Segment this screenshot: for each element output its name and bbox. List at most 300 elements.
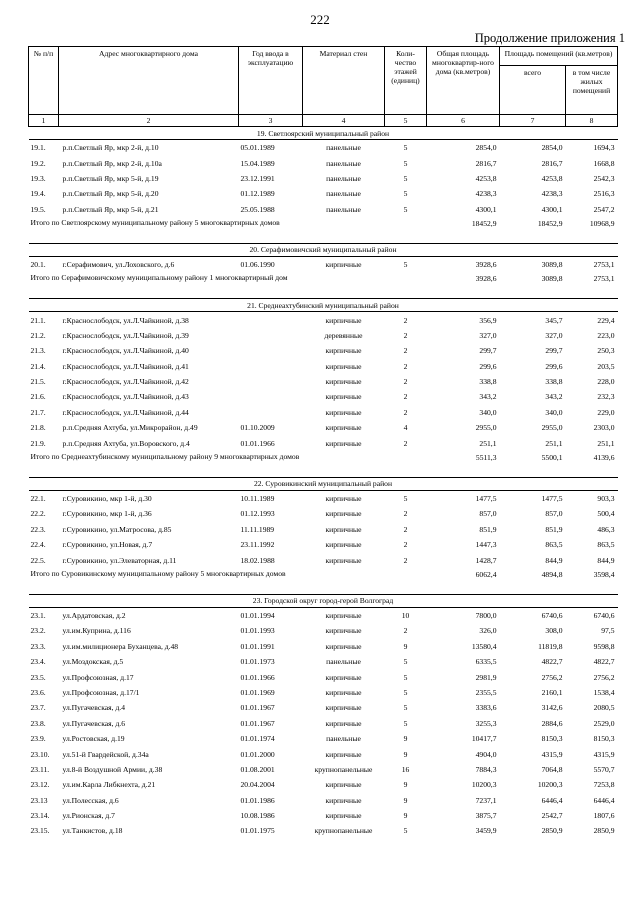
table-cell: ул.Ростовская, д.19: [62, 734, 125, 744]
table-cell: кирпичные: [325, 494, 362, 504]
table-cell: 21.6.: [30, 392, 46, 402]
table-cell: 22.5.: [30, 555, 46, 565]
table-cell: 7237,1: [475, 795, 497, 805]
table-row: [29, 731, 618, 746]
table-cell: кирпичные: [325, 438, 362, 448]
table-cell: [239, 389, 303, 404]
section-header-row: [29, 127, 618, 140]
table-cell: 345,7: [545, 315, 563, 325]
table-cell: кирпичные: [325, 361, 362, 371]
table-cell: 1477,5: [541, 494, 563, 504]
table-cell: кирпичные: [325, 626, 362, 636]
table-cell: 4300,1: [475, 204, 497, 214]
table-cell: 01.12.1993: [240, 509, 275, 519]
table-cell: 299,6: [545, 361, 563, 371]
table-row: [29, 140, 618, 156]
table-cell: 2080,5: [593, 703, 615, 713]
table-row: [29, 669, 618, 684]
table-cell: 2756,2: [541, 672, 563, 682]
table-cell: 2: [403, 524, 408, 534]
table-cell: 23.13: [30, 795, 48, 805]
table-cell: ул.Танкистов, д.18: [62, 826, 123, 836]
table-cell: 299,6: [479, 361, 497, 371]
table-cell: 2884,6: [541, 718, 563, 728]
table-cell: 2816,7: [541, 158, 563, 168]
table-row: [29, 762, 618, 777]
table-cell: 1477,5: [475, 494, 497, 504]
table-cell: кирпичные: [325, 540, 362, 550]
table-cell: 2542,7: [541, 811, 563, 821]
table-cell: 01.01.1966: [240, 438, 275, 448]
table-cell: кирпичные: [325, 315, 362, 325]
table-row: [29, 522, 618, 537]
table-row: [29, 256, 618, 272]
table-cell: 2: [403, 626, 408, 636]
table-row: [29, 435, 618, 450]
table-cell: кирпичные: [325, 555, 362, 565]
table-cell: кирпичные: [325, 346, 362, 356]
table-cell: р.п.Средняя Ахтуба, ул.Воровского, д.4: [62, 438, 190, 448]
table-cell: 2547,2: [593, 204, 615, 214]
table-cell: 19.1.: [30, 143, 46, 153]
table-cell: 23.1.: [30, 611, 46, 620]
table-cell: 2: [403, 555, 408, 565]
appendix-continuation-label: Продолжение приложения 1: [474, 31, 625, 45]
table-cell: 01.01.1993: [240, 626, 275, 636]
total-res-value: 2753,1: [593, 274, 615, 284]
table-cell: [385, 217, 427, 244]
total-res-value: 4139,6: [593, 452, 615, 462]
table-cell: кирпичные: [325, 260, 362, 270]
table-cell: 21.1.: [30, 315, 46, 325]
column-number: 1: [29, 115, 59, 127]
total-all-value: 18452,9: [537, 218, 563, 228]
table-cell: 2: [403, 361, 408, 371]
column-number: 4: [303, 115, 385, 127]
table-cell: панельные: [326, 158, 361, 168]
table-cell: 338,8: [545, 377, 563, 387]
table-cell: кирпичные: [325, 641, 362, 651]
table-cell: ул.Пугачевская, д.6: [62, 718, 126, 728]
table-cell: ул.им.милиционера Буханцева, д.48: [62, 641, 179, 651]
table-cell: 9: [403, 780, 408, 790]
table-cell: 3928,6: [475, 260, 497, 270]
table-cell: панельные: [326, 734, 361, 744]
table-cell: кирпичные: [325, 749, 362, 759]
table-row: [29, 716, 618, 731]
table-cell: [239, 374, 303, 389]
page-number: 222: [310, 12, 330, 27]
table-cell: 01.01.1966: [240, 672, 275, 682]
table-cell: кирпичные: [325, 718, 362, 728]
table-cell: 01.01.1969: [240, 687, 275, 697]
table-cell: 6446,4: [541, 795, 563, 805]
table-cell: 23.10.: [30, 749, 50, 759]
table-cell: р.п.Светлый Яр, мкр 2-й, д.10: [62, 143, 159, 153]
table-cell: 4253,8: [541, 173, 563, 183]
table-cell: 5: [403, 657, 408, 667]
table-cell: 15.04.1989: [240, 158, 275, 168]
table-cell: 8150,3: [593, 734, 615, 744]
table-cell: 3255,3: [475, 718, 497, 728]
table-cell: 4253,8: [475, 173, 497, 183]
table-cell: 01.01.1986: [240, 795, 275, 805]
table-cell: 01.08.2001: [240, 764, 275, 774]
table-row: [29, 623, 618, 638]
table-row: [29, 171, 618, 186]
table-cell: 343,2: [479, 392, 497, 402]
table-cell: 7064,8: [541, 764, 563, 774]
table-cell: кирпичные: [325, 687, 362, 697]
table-cell: кирпичные: [325, 703, 362, 713]
table-cell: 22.4.: [30, 540, 46, 550]
column-number-row: [29, 115, 618, 127]
table-cell: 2816,7: [475, 158, 497, 168]
table-cell: ул.им.Карла Либкнехта, д.21: [62, 780, 156, 790]
table-row: [29, 312, 618, 328]
table-cell: 327,0: [479, 330, 497, 340]
header-material: Материал стен: [303, 47, 385, 115]
table-row: [29, 639, 618, 654]
table-cell: 3089,8: [541, 260, 563, 270]
table-row: [29, 793, 618, 808]
table-cell: г.Суровикино, ул.Новая, д.7: [62, 540, 153, 550]
table-cell: 01.01.1994: [240, 611, 275, 620]
table-cell: 2: [403, 438, 408, 448]
table-cell: 19.4.: [30, 189, 46, 199]
table-row: [29, 420, 618, 435]
table-cell: 22.3.: [30, 524, 46, 534]
table-cell: 7800,0: [475, 611, 497, 620]
table-cell: панельные: [326, 657, 361, 667]
table-cell: 23.6.: [30, 687, 46, 697]
table-cell: 01.12.1989: [240, 189, 275, 199]
total-all-value: 5500,1: [541, 452, 563, 462]
table-cell: 6740,6: [541, 611, 563, 620]
table-cell: 01.01.1975: [240, 826, 275, 836]
table-row: [29, 746, 618, 761]
table-row: [29, 328, 618, 343]
table-cell: кирпичные: [325, 811, 362, 821]
table-cell: 23.3.: [30, 641, 46, 651]
table-cell: 4238,3: [475, 189, 497, 199]
table-cell: р.п.Светлый Яр, мкр 5-й, д.19: [62, 173, 159, 183]
table-cell: 9: [403, 734, 408, 744]
table-cell: 01.01.1974: [240, 734, 275, 744]
table-cell: 2756,2: [593, 672, 615, 682]
column-number: 8: [566, 115, 618, 127]
table-cell: 9598,8: [593, 641, 615, 651]
total-all-value: 4894,8: [541, 569, 563, 579]
table-cell: г.Краснослободск, ул.Л.Чайкиной, д.43: [62, 392, 189, 402]
table-cell: 7253,8: [593, 780, 615, 790]
section-title: 22. Суровикинский муниципальный район: [29, 477, 618, 490]
table-cell: деревянные: [324, 330, 363, 340]
header-year: Год ввода в эксплуатацию: [239, 47, 303, 115]
table-cell: 3383,6: [475, 703, 497, 713]
total-all-value: 3089,8: [541, 274, 563, 284]
table-cell: 10200,3: [537, 780, 563, 790]
header-premises-area: Площадь помещений (кв.метров): [500, 47, 618, 66]
table-cell: 8150,3: [541, 734, 563, 744]
total-total-value: 3928,6: [475, 274, 497, 284]
total-total-value: 18452,9: [471, 218, 497, 228]
table-cell: 343,2: [545, 392, 563, 402]
table-cell: 2981,9: [475, 672, 497, 682]
table-cell: 23.12.: [30, 780, 50, 790]
table-cell: [385, 451, 427, 478]
table-cell: 486,3: [597, 524, 615, 534]
header-total-area: Общая площадь многоквартир-ного дома (кв.метров): [427, 47, 500, 115]
table-cell: р.п.Средняя Ахтуба, ул.Микрорайон, д.49: [62, 423, 198, 433]
table-cell: 251,1: [479, 438, 497, 448]
table-cell: 19.2.: [30, 158, 46, 168]
table-cell: [239, 343, 303, 358]
table-cell: 2850,9: [593, 826, 615, 836]
table-cell: 11819,8: [538, 641, 563, 651]
table-cell: ул.51-й Гвардейской, д.34а: [62, 749, 149, 759]
column-number: 3: [239, 115, 303, 127]
table-cell: г.Суровикино, мкр 1-й, д.30: [62, 494, 152, 504]
table-cell: 21.3.: [30, 346, 46, 356]
table-cell: г.Краснослободск, ул.Л.Чайкиной, д.44: [62, 407, 189, 417]
table-cell: 1668,8: [593, 158, 615, 168]
table-cell: 23.14.: [30, 811, 50, 821]
table-cell: 2753,1: [593, 260, 615, 270]
table-cell: ул.им.Куприна, д.116: [62, 626, 131, 636]
table-cell: кирпичные: [325, 611, 362, 620]
table-cell: ул.Профсоюзная, д.17: [62, 672, 134, 682]
table-cell: 340,0: [545, 407, 563, 417]
table-cell: 229,0: [597, 407, 615, 417]
table-row: [29, 537, 618, 552]
table-cell: 851,9: [479, 524, 497, 534]
table-cell: 2: [403, 377, 408, 387]
table-cell: 01.06.1990: [240, 260, 275, 270]
total-row: [29, 272, 618, 299]
table-cell: 18.02.1988: [240, 555, 275, 565]
total-label: Итого по Светлоярскому муниципальному району 5 многоквартирных домов: [30, 217, 280, 227]
table-cell: 2529,0: [593, 718, 615, 728]
table-cell: 23.15.: [30, 826, 50, 836]
table-cell: 903,3: [597, 494, 615, 504]
table-cell: 2: [403, 392, 408, 402]
table-row: [29, 808, 618, 823]
table-cell: 11.11.1989: [240, 524, 275, 534]
total-row: [29, 217, 618, 244]
table-cell: ул.Пугачевская, д.4: [62, 703, 126, 713]
table-cell: 23.5.: [30, 672, 46, 682]
table-cell: 10.11.1989: [240, 494, 275, 504]
table-cell: р.п.Светлый Яр, мкр 2-й, д.10а: [62, 158, 162, 168]
table-cell: 21.2.: [30, 330, 46, 340]
table-cell: 19.5.: [30, 204, 46, 214]
table-cell: 251,1: [545, 438, 563, 448]
table-cell: г.Краснослободск, ул.Л.Чайкиной, д.40: [62, 346, 189, 356]
table-cell: 857,0: [545, 509, 563, 519]
table-cell: [239, 359, 303, 374]
table-cell: кирпичные: [325, 392, 362, 402]
table-cell: панельные: [326, 204, 361, 214]
table-cell: 01.01.1991: [240, 641, 275, 651]
total-label: Итого по Суровикинскому муниципальному району 5 многоквартирных домов: [30, 568, 286, 578]
table-cell: 6335,5: [475, 657, 497, 667]
table-cell: 4822,7: [541, 657, 563, 667]
table-cell: 1538,4: [593, 687, 615, 697]
table-cell: 9: [403, 811, 408, 821]
section-title: 21. Среднеахтубинский муниципальный район: [29, 299, 618, 312]
table-cell: 2160,1: [541, 687, 563, 697]
table-cell: 10: [401, 611, 410, 620]
table-cell: 308,0: [545, 626, 563, 636]
table-cell: 10417,7: [471, 734, 497, 744]
table-cell: г.Суровикино, ул.Элеваторная, д.11: [62, 555, 177, 565]
total-row: [29, 451, 618, 478]
table-row: [29, 506, 618, 521]
table-cell: 299,7: [479, 346, 497, 356]
table-cell: 4300,1: [541, 204, 563, 214]
table-cell: 229,4: [597, 315, 615, 325]
table-cell: 21.5.: [30, 377, 46, 387]
table-cell: 9: [403, 749, 408, 759]
table-cell: 21.7.: [30, 407, 46, 417]
section-header-row: [29, 594, 618, 607]
table-cell: 251,1: [597, 438, 615, 448]
table-cell: г.Краснослободск, ул.Л.Чайкиной, д.42: [62, 377, 189, 387]
table-cell: 299,7: [545, 346, 563, 356]
total-total-value: 6062,4: [475, 569, 497, 579]
table-cell: 5: [403, 204, 408, 214]
table-row: [29, 777, 618, 792]
header-address: Адрес многоквартирного дома: [59, 47, 239, 115]
table-cell: 2850,9: [541, 826, 563, 836]
table-cell: [239, 328, 303, 343]
table-cell: 1807,6: [593, 811, 615, 821]
table-cell: 5: [403, 672, 408, 682]
table-cell: 3875,7: [475, 811, 497, 821]
table-cell: 16: [401, 764, 410, 774]
table-cell: 21.9.: [30, 438, 46, 448]
table-row: [29, 552, 618, 567]
table-cell: ул.Моздокская, д.5: [62, 657, 124, 667]
total-res-value: 3598,4: [593, 569, 615, 579]
table-row: [29, 389, 618, 404]
table-cell: ул.Профсоюзная, д.17/1: [62, 687, 140, 697]
table-cell: 844,9: [597, 555, 615, 565]
table-cell: 01.10.2009: [240, 423, 275, 433]
table-cell: г.Краснослободск, ул.Л.Чайкиной, д.41: [62, 361, 189, 371]
table-cell: г.Краснослободск, ул.Л.Чайкиной, д.38: [62, 315, 189, 325]
table-cell: 10200,3: [471, 780, 497, 790]
table-cell: 863,5: [545, 540, 563, 550]
table-cell: 2955,0: [541, 423, 563, 433]
table-cell: 5: [403, 189, 408, 199]
column-number: 5: [385, 115, 427, 127]
table-cell: 23.2.: [30, 626, 46, 636]
table-cell: 232,3: [597, 392, 615, 402]
table-cell: 2955,0: [475, 423, 497, 433]
table-cell: 23.11.: [30, 764, 50, 774]
table-cell: ул.Ардатовская, д.2: [62, 611, 126, 620]
total-row: [29, 568, 618, 595]
table-cell: 2: [403, 540, 408, 550]
table-cell: 5570,7: [593, 764, 615, 774]
table-cell: 1447,3: [475, 540, 497, 550]
table-cell: г.Серафимович, ул.Лоховского, д.6: [62, 260, 175, 270]
table-cell: кирпичные: [325, 423, 362, 433]
table-cell: 203,5: [597, 361, 615, 371]
table-cell: кирпичные: [325, 509, 362, 519]
column-number: 7: [500, 115, 566, 127]
table-cell: кирпичные: [325, 407, 362, 417]
table-cell: 4315,9: [593, 749, 615, 759]
table-cell: 23.7.: [30, 703, 46, 713]
table-body: [29, 127, 618, 839]
table-cell: 5: [403, 173, 408, 183]
table-cell: 4904,0: [475, 749, 497, 759]
table-row: [29, 490, 618, 506]
table-cell: 5: [403, 494, 408, 504]
column-number: 6: [427, 115, 500, 127]
table-cell: 5: [403, 718, 408, 728]
table-cell: 6446,4: [593, 795, 615, 805]
table-cell: 2854,0: [475, 143, 497, 153]
table-cell: 2516,3: [593, 189, 615, 199]
table-cell: 1428,7: [475, 555, 497, 565]
table-cell: г.Суровикино, мкр 1-й, д.36: [62, 509, 152, 519]
total-label: Итого по Серафимовичскому муниципальному району 1 многоквартирный дом: [30, 273, 288, 283]
table-cell: [385, 272, 427, 299]
table-cell: 13580,4: [471, 641, 497, 651]
table-cell: 5: [403, 260, 408, 270]
table-cell: 2: [403, 407, 408, 417]
table-row: [29, 654, 618, 669]
table-cell: 21.8.: [30, 423, 46, 433]
table-cell: г.Краснослободск, ул.Л.Чайкиной, д.39: [62, 330, 189, 340]
table-cell: панельные: [326, 143, 361, 153]
table-cell: [239, 312, 303, 328]
table-cell: 500,4: [597, 509, 615, 519]
table-cell: 01.01.1967: [240, 703, 275, 713]
table-cell: 5: [403, 703, 408, 713]
table-cell: крупнопанельные: [314, 826, 373, 836]
table-row: [29, 155, 618, 170]
table-cell: ул.Полесская, д.6: [62, 795, 119, 805]
table-row: [29, 202, 618, 217]
table-cell: 25.05.1988: [240, 204, 275, 214]
section-header-row: [29, 477, 618, 490]
table-cell: 223,0: [597, 330, 615, 340]
section-title: 23. Городской округ город-герой Волгоград: [29, 594, 618, 607]
table-cell: 4: [403, 423, 408, 433]
table-cell: 857,0: [479, 509, 497, 519]
table-cell: 851,9: [545, 524, 563, 534]
table-cell: 23.8.: [30, 718, 46, 728]
table-row: [29, 700, 618, 715]
table-cell: 2: [403, 509, 408, 519]
table-cell: кирпичные: [325, 377, 362, 387]
table-cell: 4315,9: [541, 749, 563, 759]
table-row: [29, 685, 618, 700]
table-cell: 5: [403, 158, 408, 168]
table-row: [29, 405, 618, 420]
table-cell: кирпичные: [325, 780, 362, 790]
table-cell: 326,0: [479, 626, 497, 636]
section-title: 19. Светлоярский муниципальный район: [29, 127, 618, 140]
table-cell: панельные: [326, 173, 361, 183]
table-row: [29, 374, 618, 389]
header-num: № п/п: [29, 47, 59, 115]
